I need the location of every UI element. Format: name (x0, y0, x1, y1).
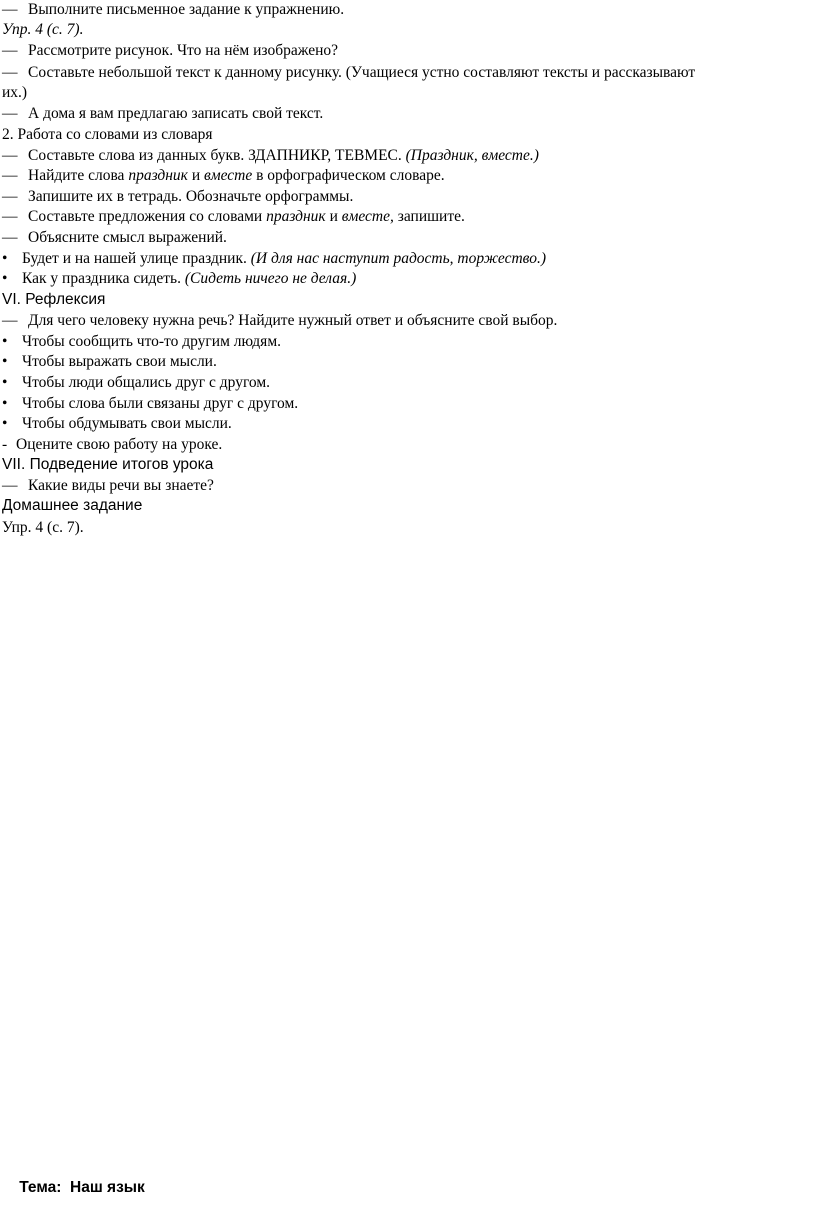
bullet-marker: • (2, 270, 8, 287)
word-vmeste: вместе, (341, 208, 394, 225)
line-text: Будет и на нашей улице праздник. (22, 250, 247, 267)
line-text: запишите. (397, 208, 465, 225)
bullet-answer-4 (2, 394, 298, 414)
line-text: Рассмотрите рисунок. Что на нём изображено? (28, 42, 339, 59)
line-homework-offer (2, 104, 323, 124)
line-question (2, 41, 338, 61)
dash-marker: — (2, 208, 18, 225)
hyphen-marker: - (2, 436, 8, 453)
line-text: и (329, 208, 338, 225)
line-dictionary-section (2, 125, 213, 145)
line-text: Упр. 4 (с. 7). (2, 21, 84, 38)
dash-marker: — (2, 42, 18, 59)
line-text: Упр. 4 (с. 7). (2, 519, 84, 536)
line-text: Составьте предложения со словами (28, 208, 263, 225)
heading-text: VI. Рефлексия (2, 291, 106, 308)
word-prazdnik: праздник (128, 167, 188, 184)
line-text: Выполните письменное задание к упражнению. (28, 1, 345, 18)
bullet-marker: • (2, 353, 8, 370)
line-answer: (Сидеть ничего не делая.) (184, 270, 357, 287)
line-text: их.) (2, 84, 28, 101)
line-text: Составьте небольшой текст к данному рисунку. (Учащиеся устно составляют тексты и рассказывают (28, 64, 696, 81)
bullet-answer-5 (2, 414, 232, 434)
bullet-marker: • (2, 333, 8, 350)
line-text: Чтобы люди общались друг с другом. (22, 374, 271, 391)
dash-marker: — (2, 188, 18, 205)
line-text: Составьте слова из данных букв. ЗДАПНИКР, ТЕВМЕС. (28, 147, 402, 164)
section-heading-summary (2, 455, 213, 475)
line-text: Оцените свою работу на уроке. (16, 436, 223, 453)
footer-topic (2, 1158, 145, 1218)
bullet-answer-2 (2, 352, 217, 372)
section-heading-homework (2, 496, 142, 516)
dash-marker: — (2, 229, 18, 246)
line-speech-types (2, 476, 214, 496)
line-text: Чтобы слова были связаны друг с другом. (22, 395, 299, 412)
line-homework-exercise (2, 518, 84, 538)
bullet-marker: • (2, 374, 8, 391)
bullet-marker: • (2, 395, 8, 412)
topic-text: Тема: Наш язык (19, 1179, 145, 1196)
line-compose-text (2, 63, 695, 83)
bullet-answer-3 (2, 373, 270, 393)
word-vmeste: вместе (203, 167, 253, 184)
bullet-marker: • (2, 415, 8, 432)
dash-marker: — (2, 312, 18, 329)
bullet-saying-2 (2, 269, 356, 289)
dash-marker: — (2, 167, 18, 184)
line-text: Чтобы выражать свои мысли. (22, 353, 217, 370)
line-find-words (2, 166, 445, 186)
line-compose-text-cont (2, 83, 27, 103)
line-exercise-ref (2, 20, 83, 40)
line-text: Какие виды речи вы знаете? (28, 477, 214, 494)
line-text: и (191, 167, 201, 184)
line-task (2, 0, 344, 20)
section-heading-reflection (2, 290, 105, 310)
dash-marker: — (2, 64, 18, 81)
line-text: Запишите их в тетрадь. Обозначьте орфограммы. (28, 188, 354, 205)
line-text: А дома я вам предлагаю записать свой текст. (28, 105, 324, 122)
line-self-assess (2, 435, 222, 455)
line-compose-words (2, 146, 539, 166)
line-answer: (Праздник, вместе.) (405, 147, 539, 164)
dash-marker: — (2, 1, 18, 18)
line-why-speech (2, 311, 557, 331)
line-text: Чтобы обдумывать свои мысли. (22, 415, 232, 432)
heading-text: VII. Подведение итогов урока (2, 456, 214, 473)
line-write-notebook (2, 187, 353, 207)
line-text: Как у праздника сидеть. (22, 270, 181, 287)
dash-marker: — (2, 477, 18, 494)
line-explain-meaning (2, 228, 227, 248)
line-text: 2. Работа со словами из словаря (2, 126, 213, 143)
line-text: Для чего человеку нужна речь? Найдите нужный ответ и объясните свой выбор. (28, 312, 558, 329)
line-text: Найдите слова (28, 167, 125, 184)
line-answer: (И для нас наступит радость, торжество.) (250, 250, 546, 267)
bullet-saying-1 (2, 249, 546, 269)
line-text: Объясните смысл выражений. (28, 229, 227, 246)
dash-marker: — (2, 147, 18, 164)
bullet-answer-1 (2, 332, 281, 352)
line-make-sentences (2, 207, 465, 227)
line-text: Чтобы сообщить что-то другим людям. (22, 333, 281, 350)
bullet-marker: • (2, 250, 8, 267)
word-prazdnik: праздник (266, 208, 326, 225)
line-text: в орфографическом словаре. (256, 167, 445, 184)
dash-marker: — (2, 105, 18, 122)
heading-text: Домашнее задание (2, 497, 143, 514)
